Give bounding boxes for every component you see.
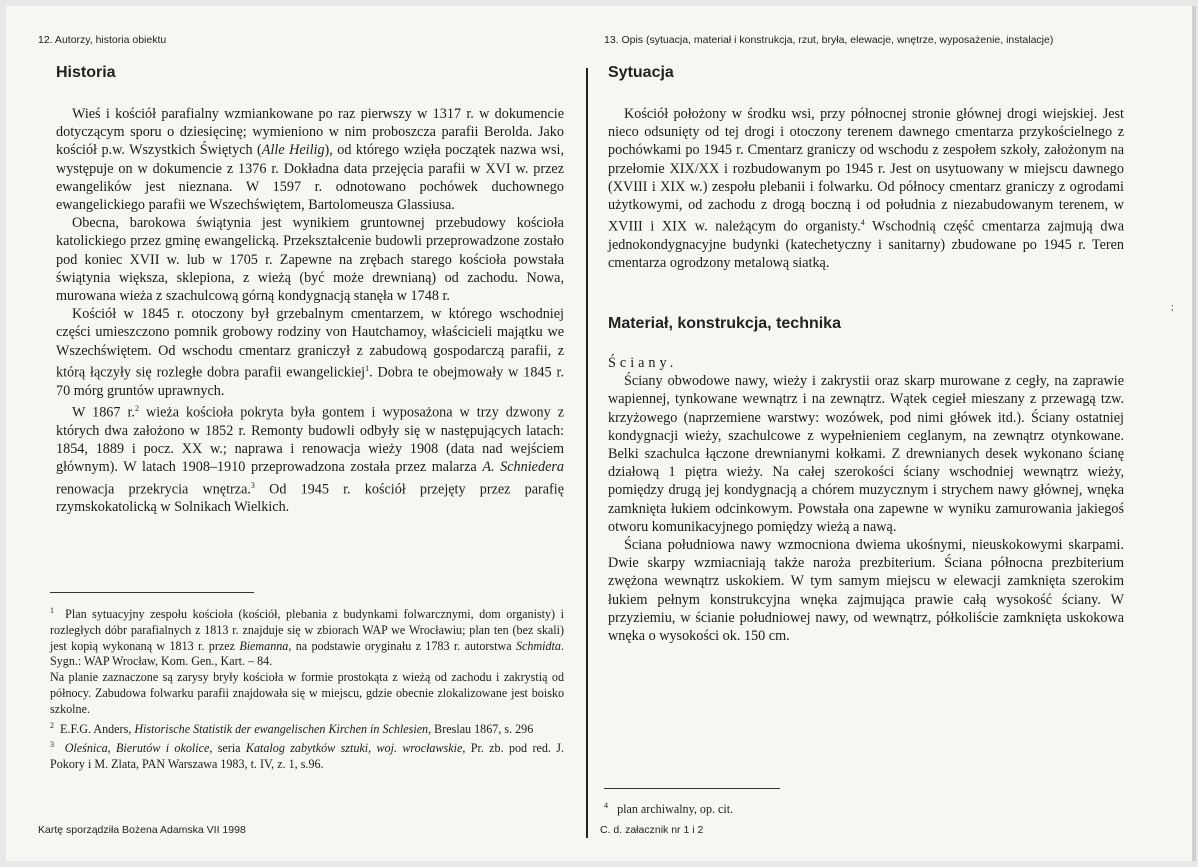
footnote-1-continued: Na planie zaznaczone są zarysy bryły kościoła w formie prostokąta z wieżą od zachodu i zakrystią od północy. Zabudowa folwarku parafii znajdowała się w miejscu, gdzie obecnie zlokalizowane jest boisko szkolne. [50, 670, 564, 716]
sytuacja-title: Sytuacja [608, 64, 674, 81]
footnote-4: $^4$ plan archiwalny, op. cit. [604, 801, 734, 817]
continuation-note: C. d. załacznik nr 1 i 2 [600, 824, 704, 836]
right-footnotes [604, 798, 1104, 818]
left-section-header: 12. Autorzy, historia obiektu [38, 34, 167, 46]
sciany-paragraph: Ściana południowa nawy wzmocniona dwiema ukośnymi, nieuskokowymi skarpami. Dwie skarpy wzmiacniają także naroża prezbiterium. Ściana północna prezbiterium zwężona wewnątrz uskokiem. W tym samym miejscu w elewacji zamknięta szerokim łukiem pełnym konstrukcyjna wnęka zajmująca prawie całą wysokość ściany. W przyziemiu, w ścianie południowej nawy, od wewnątrz, półkoliście zamknięta uskokowa wnęka o wysokości ok. 150 cm. [608, 537, 1124, 645]
footnote-1: $^1$ Plan sytuacyjny zespołu kościoła (kościół, plebania z budynkami folwarcznymi, dom organisty) i rozległych dóbr parafialnych z 1813 r. znajduje się w zbiorach WAP we Wrocławiu; plan ten (bez skali) jest kopią wykonaną w 1813 r. przez Biemanna, na podstawie oryginału z 1783 r. autorstwa Schmidta. Sygn.: WAP Wrocław, Kom. Gen., Kart. – 84. [50, 606, 565, 669]
material-title: Materiał, konstrukcja, technika [608, 315, 841, 332]
historia-paragraph: W 1867 r.$^2$ wieża kościoła pokryta była gontem i wyposażona w trzy dzwony z których dwa założono w 1852 r. Remonty budowli odbyły się w następujących latach: 1854, 1889 i pocz. XX w.; naprawa i renowacja wieży 1908 (data nad wejściem głównym). W latach 1908–1910 przeprowadzona została przez malarza A. Schniedera renowacja przekrycia wnętrza.$^3$ Od 1945 r. kościół przejęty przez parafię rzymskokatolicką w Solnikach Wielkich. [56, 403, 564, 516]
right-section-header: 13. Opis (sytuacja, materiał i konstrukcja, rzut, bryła, elewacje, wnętrze, wyposażenie, instalacje) [604, 34, 1054, 46]
footnote-3: $^3$ Oleśnica, Bierutów i okolice, seria Katalog zabytków sztuki, woj. wrocławskie, Pr. zb. pod red. J. Pokory i M. Zlata, PAN Warszawa 1983, t. IV, z. 1, s.96. [50, 740, 564, 772]
material-text [608, 354, 1124, 645]
left-footnotes [50, 603, 564, 773]
column-divider [586, 68, 588, 838]
historia-paragraph: Wieś i kościół parafialny wzmiankowane po raz pierwszy w 1317 r. w dokumencie dotyczącym sporu o dziesięcinę; wymieniono w nim proboszcza parafii Berolda. Jako kościół p.w. Wszystkich Świętych (Alle Heilig), od którego wzięła początek nazwa wsi, występuje on w dokumencie z 1376 r. Dokładna data przejęcia parafii w XVI w. przez ewangelików jest nieznana. W 1597 r. odnotowano pochówek duchownego ewangelickiego parafii we Wszechświętem, Bartolomeusza Glassiusa. [56, 106, 564, 214]
historia-title: Historia [56, 64, 116, 81]
document-sheet [6, 6, 1196, 861]
historia-paragraph: Obecna, barokowa świątynia jest wynikiem gruntownej przebudowy kościoła katolickiego przez gminę ewangelicką. Przekształcenie budowli przeprowadzone zostało pod koniec XVII w. lub w 1705 r. Zapewne na zrębach starego kościoła powstała świątynia większa, sklepiona, z wieżą (być może drewnianą) od zachodu. Nowa, murowana wieża z szachulcową górną kondygnacją stanęła w 1748 r. [56, 215, 564, 305]
scan-mark: ; [1171, 302, 1174, 313]
sciany-paragraph: Ściany obwodowe nawy, wieży i zakrystii oraz skarp murowane z cegły, na zaprawie wapiennej, tynkowane wewnątrz i na zewnątrz. Wątek cegieł mieszany z przewagą tzw. krzyżowego (naprzemiene warstwy: wozówek, pod nimi główek itd.). Ściany ostatniej kondygnacji wieży, szachulcowe z wypełnieniem ceglanym, na zewnątrz otynkowane. Belki szachulca łączone drewnianymi kołkami. Z drewnianych desek wykonano ścianę działową 1 piętra wieży. Na całej szerokości ściany wschodniej wewnątrz wieży, pomiędzy drugą jej kondygnacją a chórem muzycznym i strychem nawy głównej, wnęka zamknięta łukiem odcinkowym. Powstała ona zapewne w wyniku zamurowania jakiegoś otworu komunikacyjnego pomiędzy wieżą a nawą. [608, 373, 1124, 535]
sytuacja-text [608, 105, 1124, 273]
footnote-2: $^2$ E.F.G. Anders, Historische Statistik der ewangelischen Kirchen in Schlesien, Breslau 1867, s. 296 [50, 720, 534, 736]
footnote-separator [50, 592, 254, 593]
historia-text [56, 105, 564, 517]
historia-paragraph: Kościół w 1845 r. otoczony był grzebalnym cmentarzem, w którego wschodniej części umieszczono pomnik grobowy rodziny von Hautchamoy, właścicieli majątku we Wszechświętem. Od wschodu cmentarz graniczył z zabudową gospodarczą parafii, z którą łączyły się rozległe dobra parafii ewangelickiej$^1$. Dobra te obejmowały w 1845 r. 70 mórg gruntów uprawnych. [56, 306, 564, 399]
sytuacja-paragraph: Kościół położony w środku wsi, przy północnej stronie głównej drogi wiejskiej. Jest nieco odsunięty od tej drogi i otoczony terenem dawnego cmentarza przykościelnego z pochówkami po 1945 r. Cmentarz graniczy od wschodu z zespołem szkoły, założonym na przełomie XIX/XX i rozbudowanym po 1945 r. Jest on usytuowany w miejscu dawnego (XVIII i XIX w.) zespołu plebanii i folwarku. Od północy cmentarz graniczy z ogrodami użytkowymi, od zachodu z drogą boczną i od południa z niezabudowanym terenem, w XVIII i XIX w. należącym do organisty.$^4$ Wschodnią część cmentarza zajmują dwa jednokondygnacyjne budynki (katechetyczny i sanitarny) zbudowane po 1945 r. Teren cmentarza ogrodzony metalową siatką. [608, 106, 1124, 272]
sciany-label: Ściany. [608, 355, 678, 371]
author-note: Kartę sporządziła Bożena Adamska VII 1998 [38, 824, 246, 836]
footnote-separator [604, 788, 780, 789]
